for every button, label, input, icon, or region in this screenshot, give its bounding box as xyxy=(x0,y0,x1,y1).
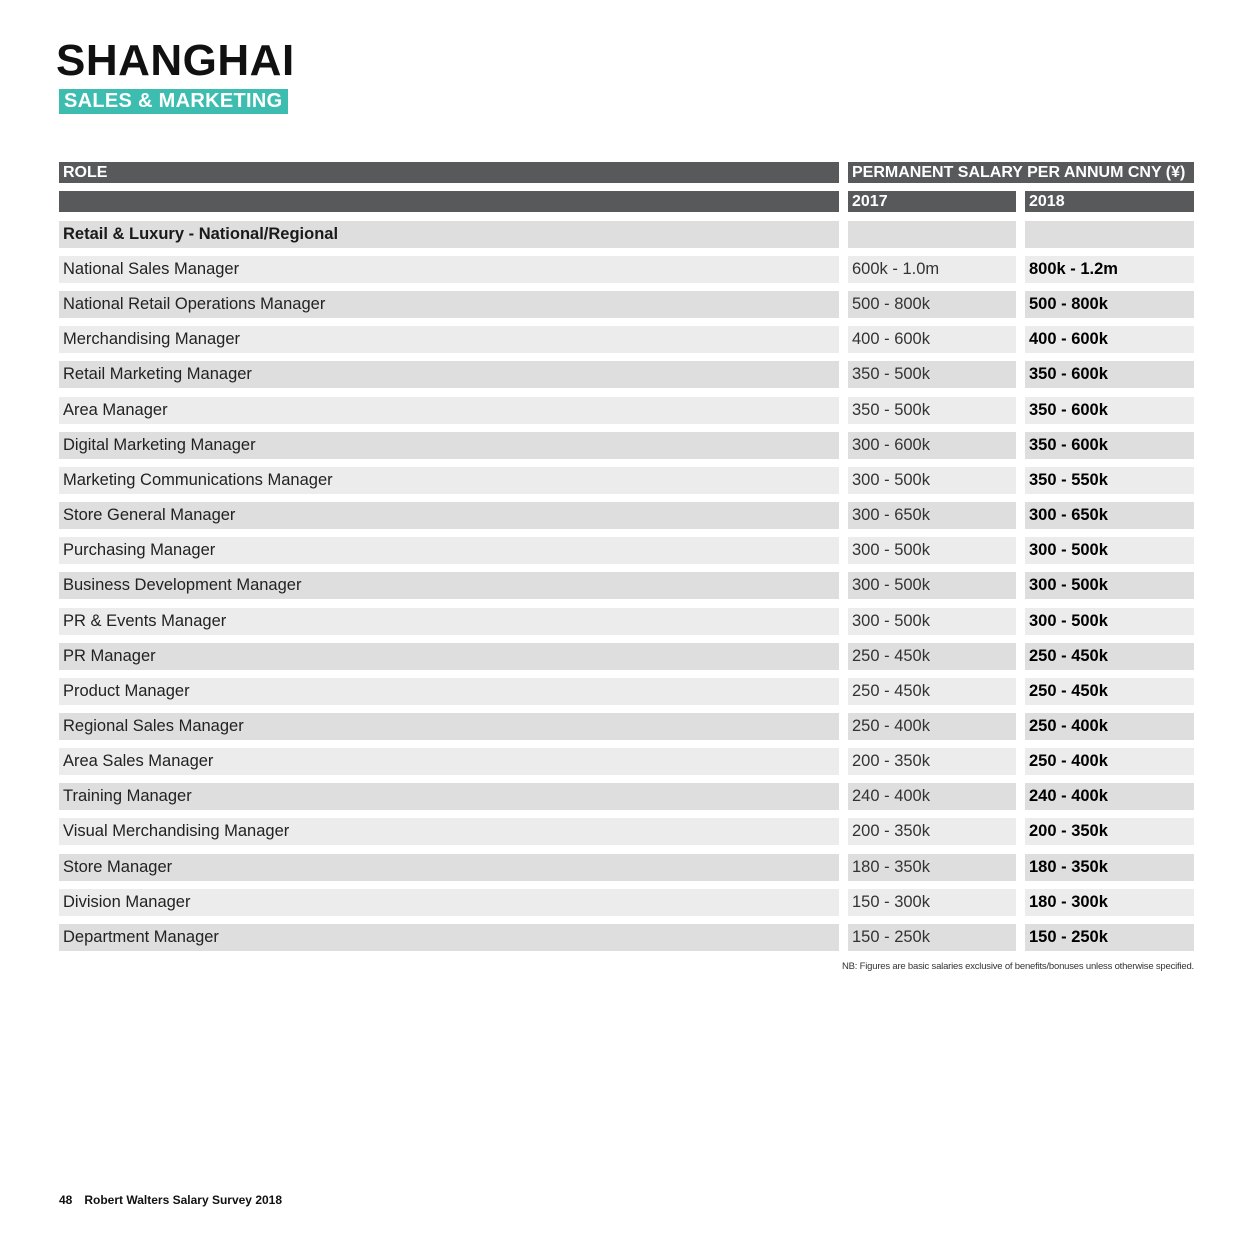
table-row-2018: 250 - 450k xyxy=(1025,643,1194,670)
year-2017-header: 2017 xyxy=(848,191,1016,212)
table-row-2017: 350 - 500k xyxy=(848,361,1016,388)
table-row-2017: 150 - 300k xyxy=(848,889,1016,916)
table-row-2017: 200 - 350k xyxy=(848,748,1016,775)
role-column-header: ROLE xyxy=(59,162,839,183)
table-row-2017: 180 - 350k xyxy=(848,854,1016,881)
table-row-2018: 300 - 500k xyxy=(1025,608,1194,635)
publication-title: Robert Walters Salary Survey 2018 xyxy=(84,1193,283,1207)
table-row-2018: 350 - 550k xyxy=(1025,467,1194,494)
table-row-role: National Sales Manager xyxy=(59,256,839,283)
table-row-2017: 240 - 400k xyxy=(848,783,1016,810)
table-row-2018: 300 - 650k xyxy=(1025,502,1194,529)
table-row-role: Purchasing Manager xyxy=(59,537,839,564)
table-row-role: Marketing Communications Manager xyxy=(59,467,839,494)
table-row-2017: 300 - 600k xyxy=(848,432,1016,459)
table-row-2017: 500 - 800k xyxy=(848,291,1016,318)
table-row-2018: 250 - 450k xyxy=(1025,678,1194,705)
table-row-role: Business Development Manager xyxy=(59,572,839,599)
table-row-2017: 300 - 650k xyxy=(848,502,1016,529)
table-row-role: Merchandising Manager xyxy=(59,326,839,353)
table-row-2017: 250 - 450k xyxy=(848,643,1016,670)
table-row-2017: 400 - 600k xyxy=(848,326,1016,353)
group-spacer-2017 xyxy=(848,221,1016,248)
table-row-2018: 400 - 600k xyxy=(1025,326,1194,353)
table-row-2018: 250 - 400k xyxy=(1025,748,1194,775)
table-row-2018: 180 - 350k xyxy=(1025,854,1194,881)
table-row-2018: 350 - 600k xyxy=(1025,432,1194,459)
table-row-role: Division Manager xyxy=(59,889,839,916)
table-row-2017: 200 - 350k xyxy=(848,818,1016,845)
table-row-2017: 250 - 450k xyxy=(848,678,1016,705)
category-badge: SALES & MARKETING xyxy=(59,89,288,114)
table-row-2018: 350 - 600k xyxy=(1025,361,1194,388)
table-row-2017: 300 - 500k xyxy=(848,572,1016,599)
table-row-2018: 300 - 500k xyxy=(1025,572,1194,599)
table-row-role: PR Manager xyxy=(59,643,839,670)
group-label: Retail & Luxury - National/Regional xyxy=(59,221,839,248)
table-row-2018: 240 - 400k xyxy=(1025,783,1194,810)
table-row-2018: 250 - 400k xyxy=(1025,713,1194,740)
table-row-role: Area Sales Manager xyxy=(59,748,839,775)
table-row-role: Product Manager xyxy=(59,678,839,705)
page-title: SHANGHAI xyxy=(56,36,295,85)
table-row-role: Regional Sales Manager xyxy=(59,713,839,740)
table-row-role: Store Manager xyxy=(59,854,839,881)
table-row-role: Store General Manager xyxy=(59,502,839,529)
table-row-2018: 200 - 350k xyxy=(1025,818,1194,845)
table-row-2018: 180 - 300k xyxy=(1025,889,1194,916)
role-header-spacer xyxy=(59,191,839,212)
table-row-2018: 150 - 250k xyxy=(1025,924,1194,951)
table-row-2017: 300 - 500k xyxy=(848,608,1016,635)
table-row-2017: 300 - 500k xyxy=(848,467,1016,494)
footnote: NB: Figures are basic salaries exclusive of benefits/bonuses unless otherwise specified. xyxy=(841,961,1194,972)
table-row-role: National Retail Operations Manager xyxy=(59,291,839,318)
table-row-role: Area Manager xyxy=(59,397,839,424)
table-row-role: Retail Marketing Manager xyxy=(59,361,839,388)
page-footer xyxy=(59,1193,282,1207)
table-row-role: Visual Merchandising Manager xyxy=(59,818,839,845)
table-row-2018: 300 - 500k xyxy=(1025,537,1194,564)
year-2018-header: 2018 xyxy=(1025,191,1194,212)
table-row-2017: 250 - 400k xyxy=(848,713,1016,740)
salary-column-header: PERMANENT SALARY PER ANNUM CNY (¥) xyxy=(848,162,1194,183)
table-row-role: PR & Events Manager xyxy=(59,608,839,635)
table-row-2017: 600k - 1.0m xyxy=(848,256,1016,283)
table-row-2017: 150 - 250k xyxy=(848,924,1016,951)
page-number: 48 xyxy=(59,1193,73,1207)
table-row-role: Training Manager xyxy=(59,783,839,810)
table-row-2018: 800k - 1.2m xyxy=(1025,256,1194,283)
table-row-role: Digital Marketing Manager xyxy=(59,432,839,459)
table-row-2017: 350 - 500k xyxy=(848,397,1016,424)
group-spacer-2018 xyxy=(1025,221,1194,248)
table-row-2018: 500 - 800k xyxy=(1025,291,1194,318)
table-row-2018: 350 - 600k xyxy=(1025,397,1194,424)
table-row-role: Department Manager xyxy=(59,924,839,951)
table-row-2017: 300 - 500k xyxy=(848,537,1016,564)
